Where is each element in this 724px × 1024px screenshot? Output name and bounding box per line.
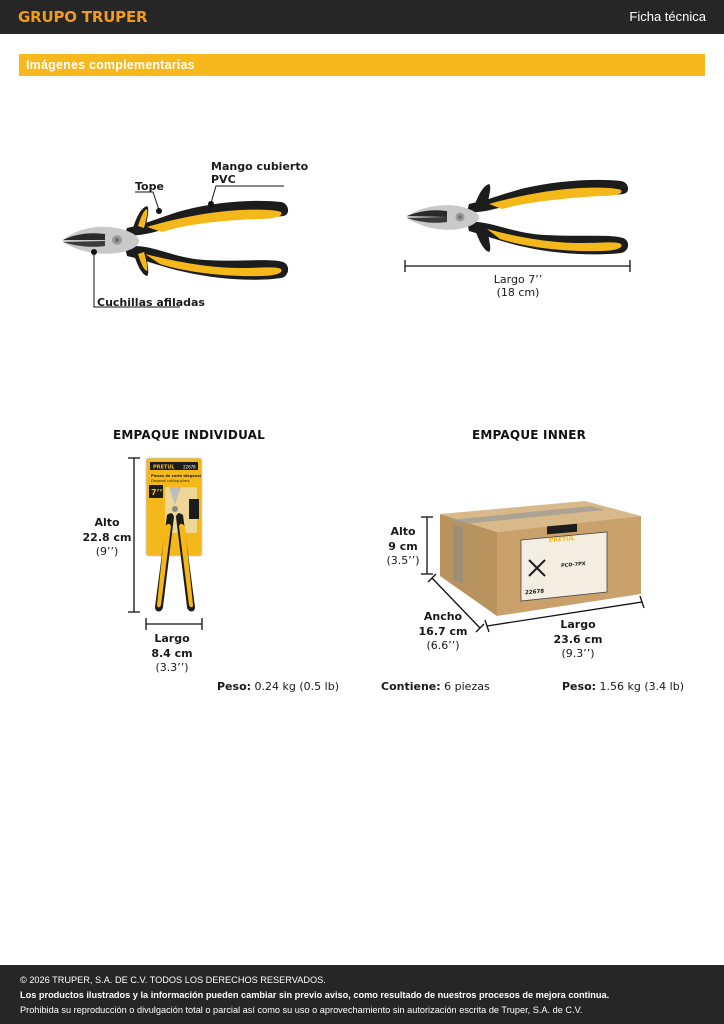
- individual-length-dimension: [145, 617, 203, 631]
- inner-contents-value: 6 piezas: [444, 680, 490, 693]
- inner-alto-value: 9 cm: [388, 540, 418, 553]
- blister-size: 7’’: [151, 488, 163, 497]
- individual-largo-imperial: (3.3’’): [155, 661, 189, 674]
- inner-ancho-label: [415, 610, 471, 638]
- section-title: Imágenes complementarias: [26, 58, 195, 72]
- inner-alto-imperial: (3.5’’): [386, 554, 420, 567]
- footer-notice: Los productos ilustrados y la información pueden cambiar sin previo aviso, como resultado de nuestros procesos de mejora continua.: [20, 990, 610, 1000]
- document-type-label: Ficha técnica: [629, 9, 706, 24]
- individual-largo-value: 8.4 cm: [151, 647, 193, 660]
- inner-largo-title: Largo: [560, 618, 596, 631]
- inner-weight-label: Peso:: [562, 680, 597, 693]
- individual-weight-value: 0.24 kg (0.5 lb): [254, 680, 339, 693]
- inner-package-heading: EMPAQUE INNER: [472, 428, 587, 442]
- inner-contents: [381, 680, 490, 693]
- inner-alto-label: [378, 525, 428, 553]
- footer-copyright: © 2026 TRUPER, S.A. DE C.V. TODOS LOS DERECHOS RESERVADOS.: [20, 975, 326, 985]
- individual-alto-label: [78, 516, 136, 544]
- individual-weight: [217, 680, 339, 693]
- callout-mango-line1: Mango cubierto: [211, 160, 309, 173]
- individual-package-heading: EMPAQUE INDIVIDUAL: [113, 428, 265, 442]
- inner-largo-imperial: (9.3’’): [561, 647, 595, 660]
- blister-pack-illustration: [145, 457, 203, 617]
- length-dimension-line: [404, 259, 632, 273]
- individual-alto-value: 22.8 cm: [82, 531, 132, 544]
- footer: [0, 965, 724, 1024]
- inner-weight: [562, 680, 684, 693]
- inner-ancho-title: Ancho: [423, 610, 463, 623]
- blister-code: 22678: [183, 464, 196, 470]
- callout-cuchillas: Cuchillas afiladas: [97, 296, 205, 309]
- individual-weight-label: Peso:: [217, 680, 252, 693]
- inner-contents-label: Contiene:: [381, 680, 441, 693]
- inner-alto-title: Alto: [390, 525, 416, 538]
- individual-largo-label: [142, 632, 202, 660]
- pliers-length-label: [468, 273, 568, 299]
- inner-largo-label: [548, 618, 608, 646]
- individual-largo-title: Largo: [154, 632, 190, 645]
- blister-brand: PRETUL: [153, 464, 175, 471]
- individual-alto-imperial: (9’’): [95, 545, 119, 558]
- footer-prohibition: Prohibida su reproducción o divulgación total o parcial así como su uso o aprovechamiento sin autorización escrita de Truper, S.A. de C.V.: [20, 1005, 583, 1015]
- callout-mango-line2: PVC: [211, 173, 236, 186]
- inner-ancho-imperial: (6.6’’): [426, 639, 460, 652]
- pliers-length-metric: (18 cm): [496, 286, 540, 299]
- box-model: PCD-7PX: [561, 561, 586, 570]
- brand-logo: GRUPO TRUPER: [18, 8, 148, 26]
- inner-weight-value: 1.56 kg (3.4 lb): [599, 680, 684, 693]
- blister-subtitle: Diagonal cutting pliers: [151, 479, 190, 483]
- pliers-length-value: Largo 7’’: [493, 273, 543, 286]
- pliers-length-illustration: [405, 178, 633, 260]
- callout-tope: Tope: [135, 180, 164, 193]
- blister-title: Pinzas de corte diagonal: [151, 474, 201, 478]
- box-code: 22678: [525, 588, 545, 597]
- box-brand: PRETUL: [549, 534, 575, 545]
- inner-largo-value: 23.6 cm: [553, 633, 603, 646]
- inner-ancho-value: 16.7 cm: [418, 625, 468, 638]
- individual-alto-title: Alto: [94, 516, 120, 529]
